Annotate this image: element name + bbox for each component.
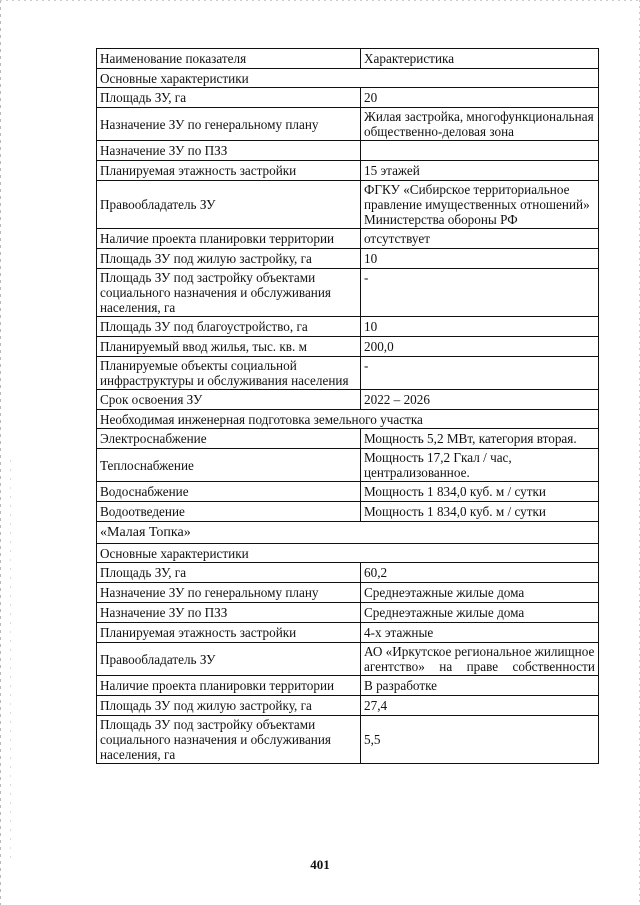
table-row <box>97 88 599 108</box>
place-row <box>97 522 599 544</box>
table-row <box>97 269 599 317</box>
row-value: Среднеэтажные жилые дома <box>361 603 599 623</box>
table-row <box>97 429 599 449</box>
place-title: «Малая Топка» <box>97 522 599 544</box>
row-value: 2022 – 2026 <box>361 390 599 410</box>
section-title-main: Основные характеристики <box>97 544 599 563</box>
row-value: 200,0 <box>361 337 599 357</box>
table-row <box>97 181 599 229</box>
row-value: 4-х этажные <box>361 623 599 643</box>
row-name: Площадь ЗУ, га <box>97 563 361 583</box>
row-name: Планируемая этажность застройки <box>97 623 361 643</box>
row-name: Правообладатель ЗУ <box>97 181 361 229</box>
row-name: Площадь ЗУ под застройку объектами социального назначения и обслуживания населения, га <box>97 716 361 764</box>
table-row <box>97 229 599 249</box>
scan-edge-top <box>0 0 640 1</box>
row-value: Мощность 5,2 МВт, категория вторая. <box>361 429 599 449</box>
row-value: - <box>361 269 599 317</box>
row-name: Наличие проекта планировки территории <box>97 229 361 249</box>
row-name: Водоснабжение <box>97 482 361 502</box>
row-name: Наличие проекта планировки территории <box>97 676 361 696</box>
table-row <box>97 317 599 337</box>
scan-shadow <box>10 460 11 860</box>
table-row <box>97 696 599 716</box>
row-name: Назначение ЗУ по ПЗЗ <box>97 603 361 623</box>
row-value: Мощность 1 834,0 куб. м / сутки <box>361 502 599 522</box>
row-value: В разработке <box>361 676 599 696</box>
row-value: 27,4 <box>361 696 599 716</box>
row-name: Площадь ЗУ под жилую застройку, га <box>97 696 361 716</box>
row-name: Планируемая этажность застройки <box>97 161 361 181</box>
row-value: 10 <box>361 249 599 269</box>
row-value: отсутствует <box>361 229 599 249</box>
row-value: 5,5 <box>361 716 599 764</box>
row-value: 10 <box>361 317 599 337</box>
row-name: Площадь ЗУ под жилую застройку, га <box>97 249 361 269</box>
page-number: 401 <box>310 857 330 872</box>
table-row <box>97 161 599 181</box>
row-value: ФГКУ «Сибирское территориальное правление имущественных отношений» Министерства обороны РФ <box>361 181 599 229</box>
row-name: Планируемый ввод жилья, тыс. кв. м <box>97 337 361 357</box>
row-name: Площадь ЗУ под благоустройство, га <box>97 317 361 337</box>
row-name: Назначение ЗУ по генеральному плану <box>97 108 361 141</box>
row-name: Срок освоения ЗУ <box>97 390 361 410</box>
characteristics-table <box>96 48 599 764</box>
row-value: 60,2 <box>361 563 599 583</box>
table-row <box>97 357 599 390</box>
row-value: Среднеэтажные жилые дома <box>361 583 599 603</box>
row-name: Электроснабжение <box>97 429 361 449</box>
row-value <box>361 141 599 161</box>
row-name: Правообладатель ЗУ <box>97 643 361 676</box>
row-value: - <box>361 357 599 390</box>
row-name: Теплоснабжение <box>97 449 361 482</box>
table-row <box>97 249 599 269</box>
header-indicator-name: Наименование показателя <box>97 49 361 69</box>
table-row <box>97 643 599 676</box>
row-name: Площадь ЗУ, га <box>97 88 361 108</box>
table-row <box>97 337 599 357</box>
table-row <box>97 449 599 482</box>
table-row <box>97 623 599 643</box>
row-name: Планируемые объекты социальной инфраструктуры и обслуживания населения <box>97 357 361 390</box>
table-row <box>97 716 599 764</box>
table-row <box>97 676 599 696</box>
row-value: Мощность 17,2 Гкал / час, централизованное. <box>361 449 599 482</box>
table-row <box>97 583 599 603</box>
table-row <box>97 603 599 623</box>
header-characteristic: Характеристика <box>361 49 599 69</box>
table-header-row <box>97 49 599 69</box>
table-row <box>97 502 599 522</box>
row-value: Жилая застройка, многофункциональная общественно-деловая зона <box>361 108 599 141</box>
scan-edge-left <box>0 0 1 905</box>
section-title-main: Основные характеристики <box>97 69 599 88</box>
table-row <box>97 482 599 502</box>
table-row <box>97 108 599 141</box>
section-title-engineering: Необходимая инженерная подготовка земельного участка <box>97 410 599 429</box>
table-row <box>97 563 599 583</box>
row-name: Назначение ЗУ по ПЗЗ <box>97 141 361 161</box>
row-name: Водоотведение <box>97 502 361 522</box>
row-value: Мощность 1 834,0 куб. м / сутки <box>361 482 599 502</box>
table-row <box>97 141 599 161</box>
section-row <box>97 69 599 88</box>
row-value: 20 <box>361 88 599 108</box>
table-row <box>97 390 599 410</box>
section-row <box>97 544 599 563</box>
row-name: Площадь ЗУ под застройку объектами социального назначения и обслуживания населения, га <box>97 269 361 317</box>
row-value: 15 этажей <box>361 161 599 181</box>
row-name: Назначение ЗУ по генеральному плану <box>97 583 361 603</box>
section-row <box>97 410 599 429</box>
row-value: АО «Иркутское региональное жилищное агентство» на праве собственности <box>361 643 599 676</box>
